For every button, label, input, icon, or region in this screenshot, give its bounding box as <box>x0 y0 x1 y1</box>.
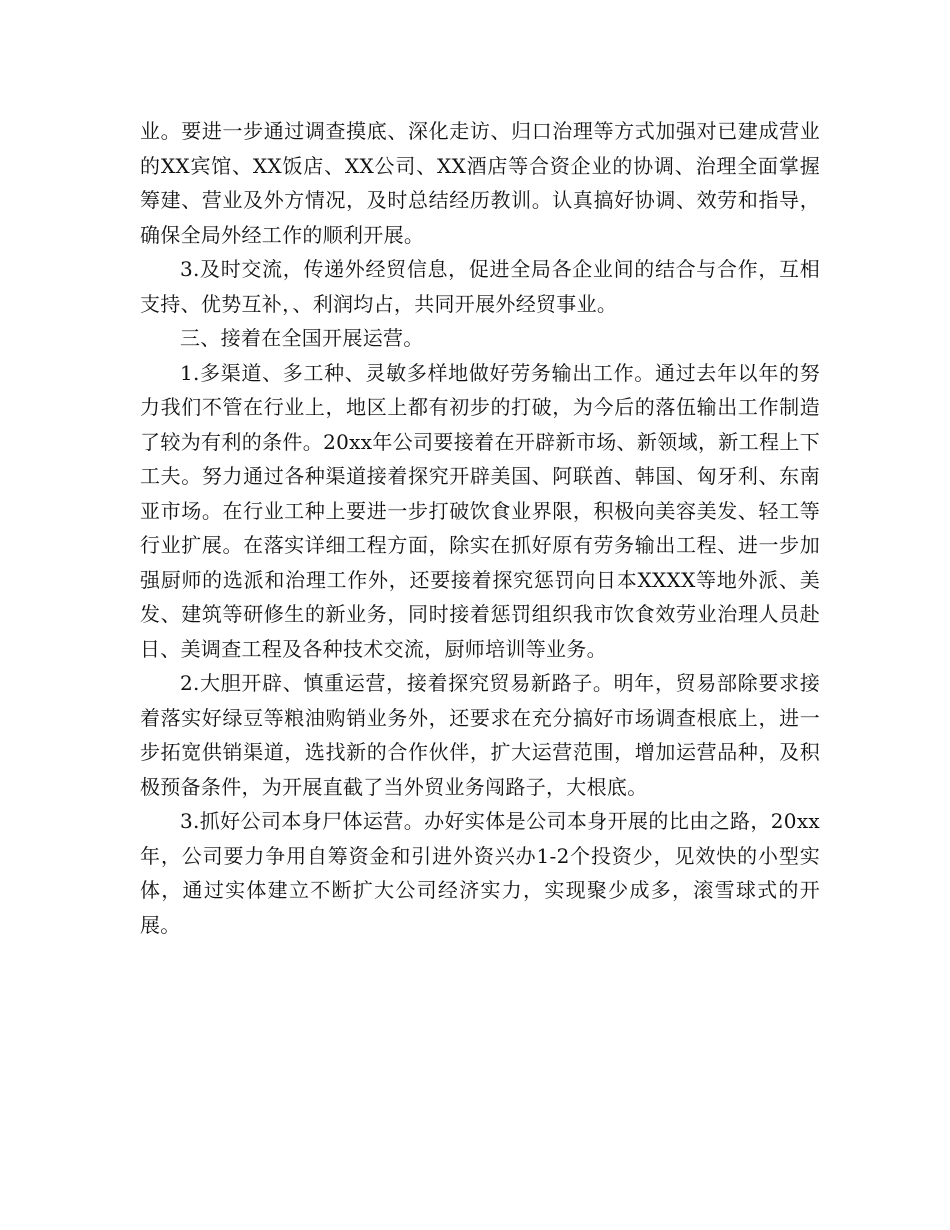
document-body <box>140 114 820 942</box>
paragraph-item-3-entity: 3.抓好公司本身尸体运营。办好实体是公司本身开展的比由之路，20xx年，公司要力争用自筹资金和引进外资兴办1-2个投资少，见效快的小型实体，通过实体建立不断扩大公司经济实力，实现聚少成多，滚雪球式的开展。 <box>140 809 820 937</box>
section-heading-three: 三、接着在全国开展运营。 <box>180 326 424 350</box>
paragraph-continuation: 业。要进一步通过调查摸底、深化走访、归口治理等方式加强对已建成营业的XX宾馆、XX饭店、XX公司、XX酒店等合资企业的协调、治理全面掌握筹建、营业及外方情况，及时总结经历教训。认真搞好协调、效劳和指导，确保全局外经工作的顺利开展。 <box>140 119 820 247</box>
paragraph-item-3-exchange: 3.及时交流，传递外经贸信息，促进全局各企业间的结合与合作，互相支持、优势互补，、利润均占，共同开展外经贸事业。 <box>140 257 820 316</box>
paragraph-item-2-trade: 2.大胆开辟、慎重运营，接着探究贸易新路子。明年，贸易部除要求接着落实好绿豆等粮油购销业务外，还要求在充分搞好市场调查根底上，进一步拓宽供销渠道，选找新的合作伙伴，扩大运营范围，增加运营品种，及积极预备条件，为开展直截了当外贸业务闯路子，大根底。 <box>140 671 820 799</box>
paragraph-item-1-labor: 1.多渠道、多工种、灵敏多样地做好劳务输出工作。通过去年以年的努力我们不管在行业上，地区上都有初步的打破，为今后的落伍输出工作制造了较为有利的条件。20xx年公司要接着在开辟新市场、新领域，新工程上下工夫。努力通过各种渠道接着探究开辟美国、阿联酋、韩国、匈牙利、东南亚市场。在行业工种上要进一步打破饮食业界限，积极向美容美发、轻工等行业扩展。在落实详细工程方面，除实在抓好原有劳务输出工程、进一步加强厨师的选派和治理工作外，还要接着探究惩罚向日本XXXX等地外派、美发、建筑等研修生的新业务，同时接着惩罚组织我市饮食效劳业治理人员赴日、美调查工程及各种技术交流，厨师培训等业务。 <box>140 360 820 661</box>
